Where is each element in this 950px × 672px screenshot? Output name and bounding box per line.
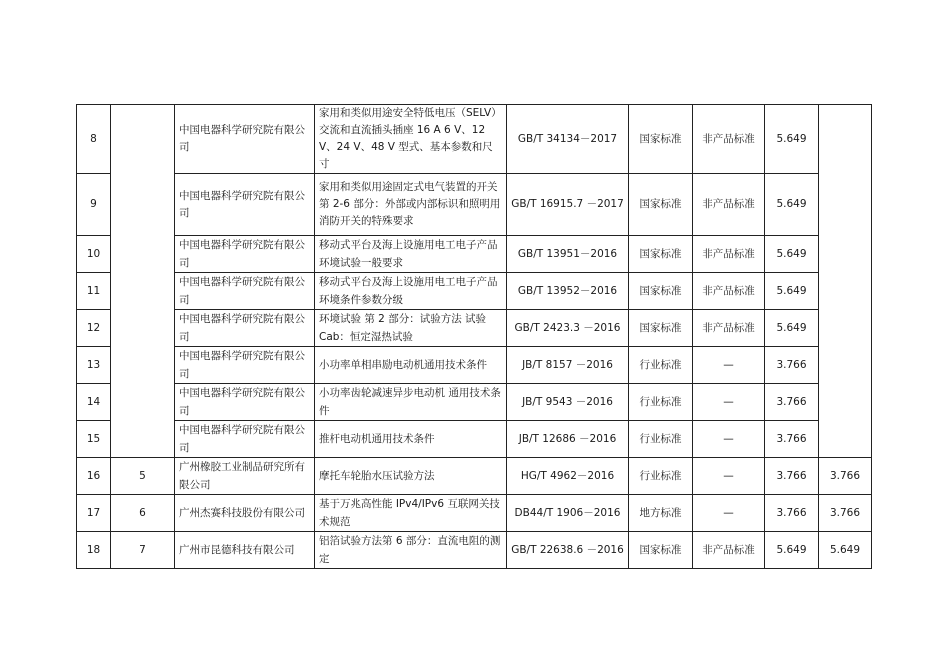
cell-standard-type: 非产品标准 bbox=[693, 174, 765, 236]
cell-score: 3.766 bbox=[765, 495, 819, 532]
cell-no: 18 bbox=[77, 532, 111, 569]
cell-standard-level: 行业标准 bbox=[629, 384, 693, 421]
table-row bbox=[77, 105, 872, 174]
cell-organization: 广州市昆德科技有限公司 bbox=[175, 532, 315, 569]
table-row bbox=[77, 347, 872, 384]
cell-standard-level: 地方标准 bbox=[629, 495, 693, 532]
cell-index: 7 bbox=[111, 532, 175, 569]
cell-standard-name: 基于万兆高性能 IPv4/IPv6 互联网关技术规范 bbox=[315, 495, 507, 532]
cell-score: 3.766 bbox=[765, 347, 819, 384]
cell-standard-name: 摩托车轮胎水压试验方法 bbox=[315, 458, 507, 495]
cell-standard-number: JB/T 8157 －2016 bbox=[507, 347, 629, 384]
cell-index: 5 bbox=[111, 458, 175, 495]
cell-index bbox=[111, 105, 175, 458]
cell-standard-level: 行业标准 bbox=[629, 421, 693, 458]
cell-standard-type: 非产品标准 bbox=[693, 273, 765, 310]
cell-total: 3.766 bbox=[819, 458, 872, 495]
cell-no: 13 bbox=[77, 347, 111, 384]
cell-score: 5.649 bbox=[765, 174, 819, 236]
cell-standard-level: 行业标准 bbox=[629, 347, 693, 384]
cell-standard-name: 小功率单相串励电动机通用技术条件 bbox=[315, 347, 507, 384]
cell-organization: 中国电器科学研究院有限公司 bbox=[175, 174, 315, 236]
cell-standard-level: 行业标准 bbox=[629, 458, 693, 495]
cell-standard-level: 国家标准 bbox=[629, 174, 693, 236]
cell-standard-type: — bbox=[693, 458, 765, 495]
cell-standard-type: — bbox=[693, 384, 765, 421]
cell-standard-number: GB/T 22638.6 －2016 bbox=[507, 532, 629, 569]
cell-score: 5.649 bbox=[765, 310, 819, 347]
cell-organization: 中国电器科学研究院有限公司 bbox=[175, 347, 315, 384]
cell-no: 9 bbox=[77, 174, 111, 236]
table-row bbox=[77, 273, 872, 310]
cell-standard-type: 非产品标准 bbox=[693, 532, 765, 569]
table-row bbox=[77, 384, 872, 421]
cell-score: 5.649 bbox=[765, 236, 819, 273]
table-body bbox=[77, 105, 872, 569]
cell-organization: 中国电器科学研究院有限公司 bbox=[175, 273, 315, 310]
cell-no: 17 bbox=[77, 495, 111, 532]
cell-standard-number: GB/T 13952－2016 bbox=[507, 273, 629, 310]
cell-standard-name: 推杆电动机通用技术条件 bbox=[315, 421, 507, 458]
cell-organization: 中国电器科学研究院有限公司 bbox=[175, 421, 315, 458]
cell-standard-name: 铝箔试验方法第 6 部分：直流电阻的测定 bbox=[315, 532, 507, 569]
cell-score: 5.649 bbox=[765, 273, 819, 310]
cell-standard-type: 非产品标准 bbox=[693, 310, 765, 347]
cell-no: 14 bbox=[77, 384, 111, 421]
cell-organization: 中国电器科学研究院有限公司 bbox=[175, 384, 315, 421]
cell-score: 3.766 bbox=[765, 421, 819, 458]
cell-total bbox=[819, 105, 872, 458]
cell-organization: 中国电器科学研究院有限公司 bbox=[175, 236, 315, 273]
cell-standard-number: JB/T 12686 －2016 bbox=[507, 421, 629, 458]
cell-standard-level: 国家标准 bbox=[629, 310, 693, 347]
cell-total: 5.649 bbox=[819, 532, 872, 569]
cell-no: 16 bbox=[77, 458, 111, 495]
table-row bbox=[77, 174, 872, 236]
cell-no: 12 bbox=[77, 310, 111, 347]
cell-standard-name: 家用和类似用途固定式电气装置的开关 第 2-6 部分：外部或内部标识和照明用消防开关的特殊要求 bbox=[315, 174, 507, 236]
cell-standard-name: 家用和类似用途安全特低电压（SELV）交流和直流插头插座 16 A 6 V、12 V、24 V、48 V 型式、基本参数和尺寸 bbox=[315, 105, 507, 174]
cell-no: 15 bbox=[77, 421, 111, 458]
cell-standard-level: 国家标准 bbox=[629, 532, 693, 569]
cell-total: 3.766 bbox=[819, 495, 872, 532]
cell-standard-level: 国家标准 bbox=[629, 273, 693, 310]
cell-organization: 中国电器科学研究院有限公司 bbox=[175, 105, 315, 174]
cell-standard-number: GB/T 16915.7 －2017 bbox=[507, 174, 629, 236]
cell-standard-number: GB/T 34134－2017 bbox=[507, 105, 629, 174]
cell-standard-level: 国家标准 bbox=[629, 105, 693, 174]
cell-score: 5.649 bbox=[765, 105, 819, 174]
cell-standard-name: 移动式平台及海上设施用电工电子产品环境条件参数分级 bbox=[315, 273, 507, 310]
cell-index: 6 bbox=[111, 495, 175, 532]
cell-standard-type: 非产品标准 bbox=[693, 236, 765, 273]
cell-organization: 广州橡胶工业制品研究所有限公司 bbox=[175, 458, 315, 495]
table-row bbox=[77, 458, 872, 495]
cell-standard-number: DB44/T 1906－2016 bbox=[507, 495, 629, 532]
table-row bbox=[77, 495, 872, 532]
cell-score: 3.766 bbox=[765, 458, 819, 495]
cell-standard-type: — bbox=[693, 495, 765, 532]
cell-standard-type: 非产品标准 bbox=[693, 105, 765, 174]
cell-no: 8 bbox=[77, 105, 111, 174]
cell-standard-type: — bbox=[693, 421, 765, 458]
standards-table bbox=[76, 104, 872, 569]
table-row bbox=[77, 310, 872, 347]
cell-no: 11 bbox=[77, 273, 111, 310]
cell-standard-number: GB/T 2423.3 －2016 bbox=[507, 310, 629, 347]
cell-standard-type: — bbox=[693, 347, 765, 384]
cell-organization: 广州杰赛科技股份有限公司 bbox=[175, 495, 315, 532]
cell-standard-level: 国家标准 bbox=[629, 236, 693, 273]
cell-no: 10 bbox=[77, 236, 111, 273]
cell-standard-name: 移动式平台及海上设施用电工电子产品环境试验一般要求 bbox=[315, 236, 507, 273]
table-row bbox=[77, 236, 872, 273]
cell-standard-number: JB/T 9543 －2016 bbox=[507, 384, 629, 421]
table-row bbox=[77, 532, 872, 569]
cell-score: 3.766 bbox=[765, 384, 819, 421]
cell-score: 5.649 bbox=[765, 532, 819, 569]
cell-standard-number: GB/T 13951－2016 bbox=[507, 236, 629, 273]
cell-standard-number: HG/T 4962－2016 bbox=[507, 458, 629, 495]
cell-standard-name: 小功率齿轮减速异步电动机 通用技术条件 bbox=[315, 384, 507, 421]
cell-standard-name: 环境试验 第 2 部分：试验方法 试验 Cab：恒定湿热试验 bbox=[315, 310, 507, 347]
cell-organization: 中国电器科学研究院有限公司 bbox=[175, 310, 315, 347]
table-row bbox=[77, 421, 872, 458]
